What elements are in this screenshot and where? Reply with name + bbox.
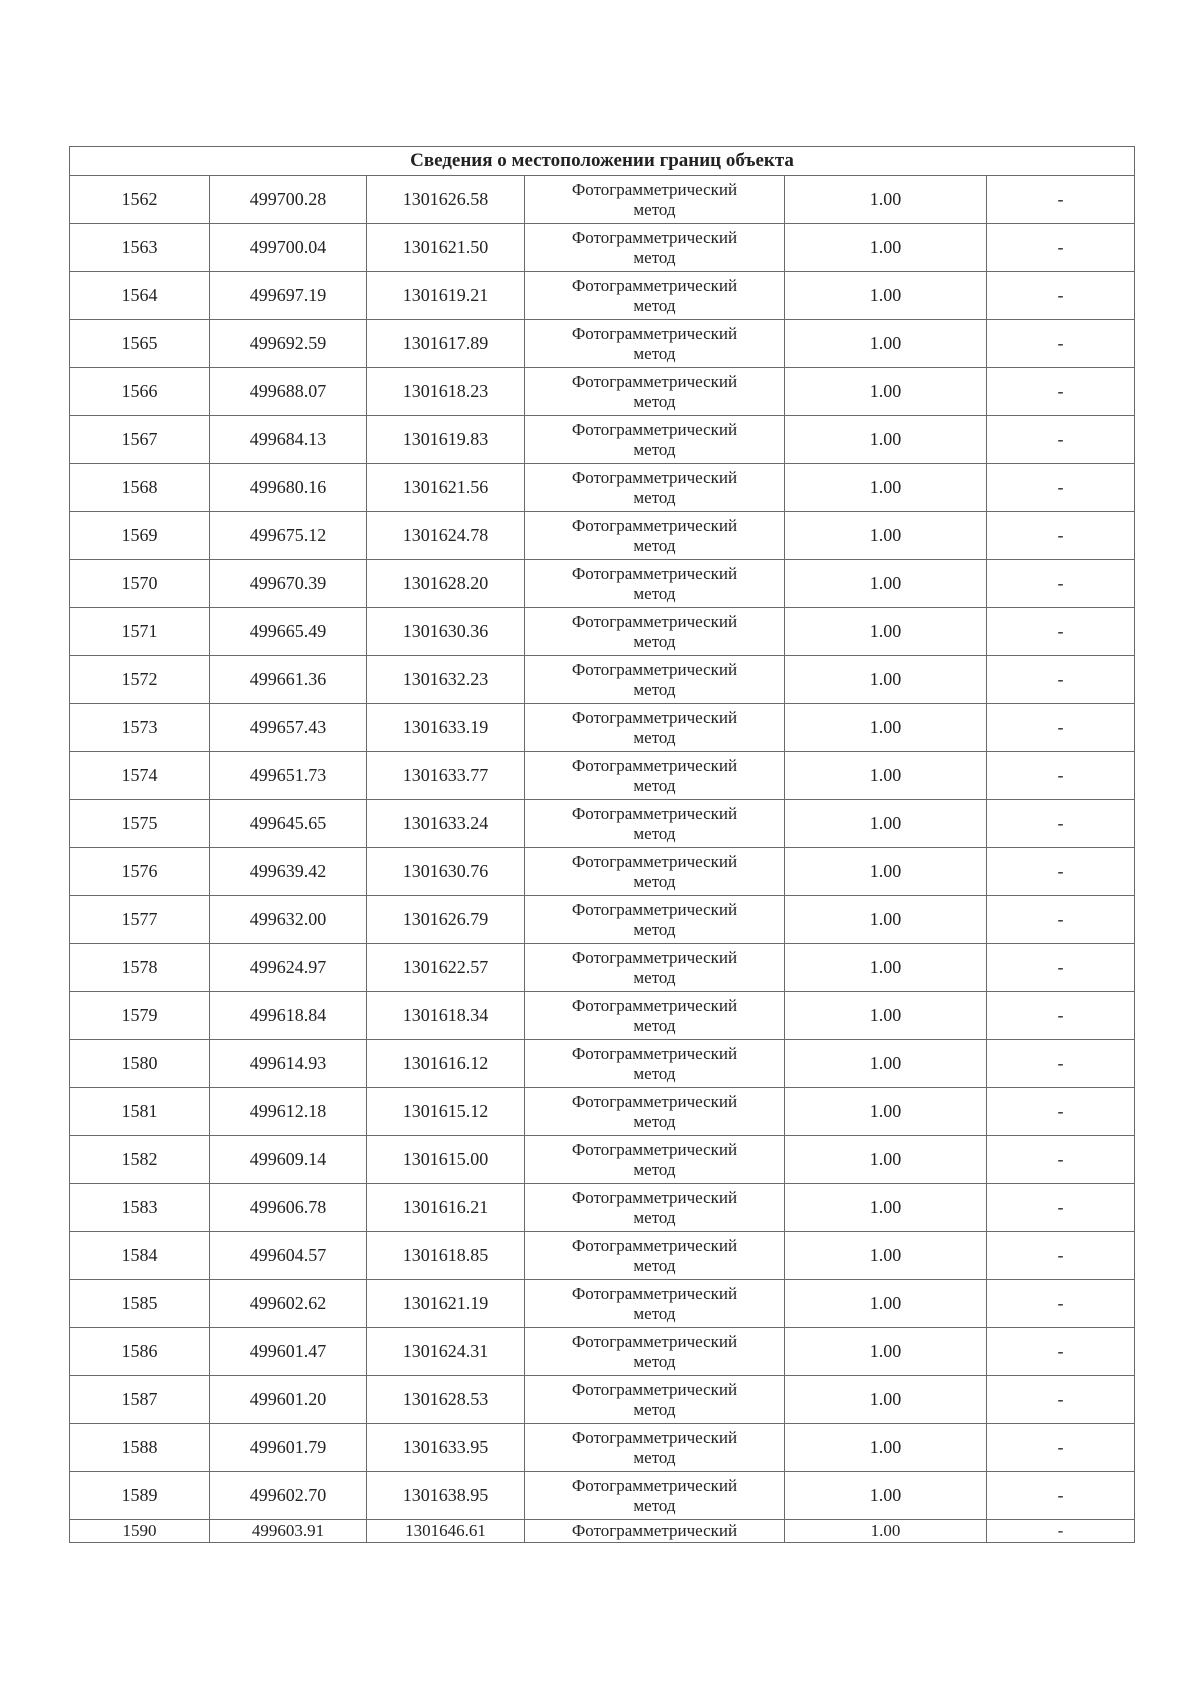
method-cell	[525, 1088, 785, 1136]
method-line: метод	[633, 919, 676, 939]
method-line: метод	[633, 823, 676, 843]
method-cell	[525, 416, 785, 464]
method-line: Фотограмметрический	[571, 515, 738, 535]
method-cell	[525, 608, 785, 656]
point-number-cell: 1584	[70, 1232, 210, 1280]
method-line: Фотограмметрический	[571, 755, 738, 775]
table-row	[70, 224, 1135, 272]
method-line: Фотограмметрический	[571, 1521, 738, 1540]
method-line: метод	[633, 391, 676, 411]
method-line: Фотограмметрический	[571, 995, 738, 1015]
method-line: Фотограмметрический	[571, 1475, 738, 1495]
note-cell: -	[987, 1376, 1135, 1424]
method-cell	[525, 800, 785, 848]
accuracy-cell: 1.00	[785, 896, 987, 944]
coord-y-cell: 1301618.34	[367, 992, 525, 1040]
coord-x-cell: 499603.91	[210, 1520, 367, 1543]
table-row	[70, 560, 1135, 608]
method-line: метод	[633, 871, 676, 891]
note-cell: -	[987, 512, 1135, 560]
method-cell	[525, 272, 785, 320]
point-number-cell: 1569	[70, 512, 210, 560]
method-cell	[525, 848, 785, 896]
coord-y-cell: 1301624.31	[367, 1328, 525, 1376]
accuracy-cell: 1.00	[785, 368, 987, 416]
method-line: Фотограмметрический	[571, 707, 738, 727]
coord-x-cell: 499618.84	[210, 992, 367, 1040]
method-cell	[525, 1424, 785, 1472]
note-cell: -	[987, 272, 1135, 320]
method-line: Фотограмметрический	[571, 1043, 738, 1063]
point-number-cell: 1565	[70, 320, 210, 368]
method-cell	[525, 1232, 785, 1280]
table-title: Сведения о местоположении границ объекта	[70, 147, 1135, 176]
coord-x-cell: 499697.19	[210, 272, 367, 320]
method-cell	[525, 1280, 785, 1328]
coord-y-cell: 1301628.53	[367, 1376, 525, 1424]
method-line: Фотограмметрический	[571, 851, 738, 871]
note-cell: -	[987, 1424, 1135, 1472]
coord-y-cell: 1301646.61	[367, 1520, 525, 1543]
table-row	[70, 272, 1135, 320]
method-line: метод	[633, 199, 676, 219]
boundary-table	[69, 146, 1135, 1543]
point-number-cell: 1581	[70, 1088, 210, 1136]
method-line: метод	[633, 967, 676, 987]
coord-x-cell: 499657.43	[210, 704, 367, 752]
method-line: метод	[633, 583, 676, 603]
coord-y-cell: 1301615.00	[367, 1136, 525, 1184]
point-number-cell: 1578	[70, 944, 210, 992]
accuracy-cell: 1.00	[785, 1424, 987, 1472]
table-row	[70, 1520, 1135, 1543]
coord-x-cell: 499680.16	[210, 464, 367, 512]
method-line: метод	[633, 1255, 676, 1275]
coord-x-cell: 499645.65	[210, 800, 367, 848]
table-row	[70, 1424, 1135, 1472]
method-line: Фотограмметрический	[571, 419, 738, 439]
accuracy-cell: 1.00	[785, 1520, 987, 1543]
coord-y-cell: 1301619.83	[367, 416, 525, 464]
point-number-cell: 1579	[70, 992, 210, 1040]
table-row	[70, 1040, 1135, 1088]
coord-x-cell: 499692.59	[210, 320, 367, 368]
accuracy-cell: 1.00	[785, 752, 987, 800]
table-row	[70, 608, 1135, 656]
coord-x-cell: 499606.78	[210, 1184, 367, 1232]
method-line: метод	[633, 343, 676, 363]
method-cell	[525, 320, 785, 368]
note-cell: -	[987, 800, 1135, 848]
method-cell	[525, 944, 785, 992]
note-cell: -	[987, 1040, 1135, 1088]
point-number-cell: 1572	[70, 656, 210, 704]
accuracy-cell: 1.00	[785, 272, 987, 320]
accuracy-cell: 1.00	[785, 512, 987, 560]
coord-x-cell: 499700.28	[210, 176, 367, 224]
table-row	[70, 464, 1135, 512]
note-cell: -	[987, 176, 1135, 224]
point-number-cell: 1582	[70, 1136, 210, 1184]
accuracy-cell: 1.00	[785, 416, 987, 464]
coord-x-cell: 499661.36	[210, 656, 367, 704]
coord-x-cell: 499651.73	[210, 752, 367, 800]
method-cell	[525, 368, 785, 416]
note-cell: -	[987, 1328, 1135, 1376]
accuracy-cell: 1.00	[785, 704, 987, 752]
point-number-cell: 1577	[70, 896, 210, 944]
table-row	[70, 416, 1135, 464]
method-line: Фотограмметрический	[571, 563, 738, 583]
method-line: Фотограмметрический	[571, 275, 738, 295]
accuracy-cell: 1.00	[785, 1040, 987, 1088]
table-row	[70, 704, 1135, 752]
accuracy-cell: 1.00	[785, 464, 987, 512]
accuracy-cell: 1.00	[785, 1136, 987, 1184]
coord-x-cell: 499601.79	[210, 1424, 367, 1472]
note-cell: -	[987, 560, 1135, 608]
point-number-cell: 1563	[70, 224, 210, 272]
method-cell	[525, 464, 785, 512]
coord-y-cell: 1301617.89	[367, 320, 525, 368]
note-cell: -	[987, 752, 1135, 800]
note-cell: -	[987, 656, 1135, 704]
method-line: метод	[633, 439, 676, 459]
method-line: метод	[633, 1111, 676, 1131]
method-cell	[525, 752, 785, 800]
coord-y-cell: 1301621.50	[367, 224, 525, 272]
coord-y-cell: 1301638.95	[367, 1472, 525, 1520]
note-cell: -	[987, 1136, 1135, 1184]
method-cell	[525, 1328, 785, 1376]
table-row	[70, 320, 1135, 368]
method-line: метод	[633, 727, 676, 747]
accuracy-cell: 1.00	[785, 224, 987, 272]
point-number-cell: 1589	[70, 1472, 210, 1520]
method-line: метод	[633, 1495, 676, 1515]
method-line: метод	[633, 1303, 676, 1323]
method-line: Фотограмметрический	[571, 1187, 738, 1207]
method-line: метод	[633, 1447, 676, 1467]
coord-y-cell: 1301633.77	[367, 752, 525, 800]
coord-y-cell: 1301626.58	[367, 176, 525, 224]
method-line: Фотограмметрический	[571, 1235, 738, 1255]
coord-y-cell: 1301633.24	[367, 800, 525, 848]
coord-x-cell: 499602.70	[210, 1472, 367, 1520]
method-line: Фотограмметрический	[571, 467, 738, 487]
method-cell	[525, 1520, 785, 1543]
method-cell	[525, 896, 785, 944]
coord-y-cell: 1301621.19	[367, 1280, 525, 1328]
coord-x-cell: 499609.14	[210, 1136, 367, 1184]
table-row	[70, 992, 1135, 1040]
table-row	[70, 176, 1135, 224]
point-number-cell: 1567	[70, 416, 210, 464]
method-cell	[525, 1472, 785, 1520]
method-line: Фотограмметрический	[571, 659, 738, 679]
table-row	[70, 752, 1135, 800]
method-line: метод	[633, 1207, 676, 1227]
coord-x-cell: 499601.20	[210, 1376, 367, 1424]
coord-y-cell: 1301628.20	[367, 560, 525, 608]
note-cell: -	[987, 1520, 1135, 1543]
coord-y-cell: 1301615.12	[367, 1088, 525, 1136]
method-line: метод	[633, 1399, 676, 1419]
point-number-cell: 1568	[70, 464, 210, 512]
note-cell: -	[987, 1280, 1135, 1328]
method-line: метод	[633, 1015, 676, 1035]
accuracy-cell: 1.00	[785, 656, 987, 704]
table-row	[70, 800, 1135, 848]
point-number-cell: 1571	[70, 608, 210, 656]
method-cell	[525, 560, 785, 608]
coord-x-cell: 499604.57	[210, 1232, 367, 1280]
note-cell: -	[987, 1088, 1135, 1136]
note-cell: -	[987, 896, 1135, 944]
table-row	[70, 1280, 1135, 1328]
method-line: Фотограмметрический	[571, 803, 738, 823]
point-number-cell: 1588	[70, 1424, 210, 1472]
method-cell	[525, 1040, 785, 1088]
coord-x-cell: 499601.47	[210, 1328, 367, 1376]
note-cell: -	[987, 368, 1135, 416]
coord-y-cell: 1301621.56	[367, 464, 525, 512]
coord-x-cell: 499700.04	[210, 224, 367, 272]
note-cell: -	[987, 416, 1135, 464]
accuracy-cell: 1.00	[785, 176, 987, 224]
coord-x-cell: 499684.13	[210, 416, 367, 464]
accuracy-cell: 1.00	[785, 560, 987, 608]
method-line: Фотограмметрический	[571, 371, 738, 391]
accuracy-cell: 1.00	[785, 1088, 987, 1136]
coord-y-cell: 1301616.12	[367, 1040, 525, 1088]
accuracy-cell: 1.00	[785, 992, 987, 1040]
coord-y-cell: 1301633.95	[367, 1424, 525, 1472]
table-body	[70, 147, 1135, 1543]
table-row	[70, 944, 1135, 992]
accuracy-cell: 1.00	[785, 800, 987, 848]
method-line: метод	[633, 487, 676, 507]
method-cell	[525, 1184, 785, 1232]
table-row	[70, 1376, 1135, 1424]
coord-y-cell: 1301618.23	[367, 368, 525, 416]
method-cell	[525, 656, 785, 704]
note-cell: -	[987, 1472, 1135, 1520]
coord-x-cell: 499632.00	[210, 896, 367, 944]
method-cell	[525, 1136, 785, 1184]
method-line: метод	[633, 679, 676, 699]
table-row	[70, 368, 1135, 416]
table-row	[70, 848, 1135, 896]
table-row	[70, 1472, 1135, 1520]
method-line: метод	[633, 535, 676, 555]
method-line: метод	[633, 295, 676, 315]
method-line: метод	[633, 1351, 676, 1371]
coord-y-cell: 1301622.57	[367, 944, 525, 992]
note-cell: -	[987, 608, 1135, 656]
method-line: Фотограмметрический	[571, 1331, 738, 1351]
note-cell: -	[987, 704, 1135, 752]
document-sheet	[69, 146, 1134, 1543]
coord-y-cell: 1301619.21	[367, 272, 525, 320]
coord-y-cell: 1301630.36	[367, 608, 525, 656]
table-row	[70, 512, 1135, 560]
method-line: Фотограмметрический	[571, 611, 738, 631]
accuracy-cell: 1.00	[785, 1376, 987, 1424]
method-cell	[525, 704, 785, 752]
coord-x-cell: 499688.07	[210, 368, 367, 416]
coord-x-cell: 499612.18	[210, 1088, 367, 1136]
coord-x-cell: 499675.12	[210, 512, 367, 560]
note-cell: -	[987, 1232, 1135, 1280]
point-number-cell: 1580	[70, 1040, 210, 1088]
method-cell	[525, 512, 785, 560]
method-line: метод	[633, 631, 676, 651]
point-number-cell: 1587	[70, 1376, 210, 1424]
note-cell: -	[987, 992, 1135, 1040]
method-line: Фотограмметрический	[571, 1283, 738, 1303]
point-number-cell: 1585	[70, 1280, 210, 1328]
method-line: Фотограмметрический	[571, 947, 738, 967]
accuracy-cell: 1.00	[785, 1328, 987, 1376]
note-cell: -	[987, 848, 1135, 896]
coord-y-cell: 1301626.79	[367, 896, 525, 944]
point-number-cell: 1575	[70, 800, 210, 848]
point-number-cell: 1573	[70, 704, 210, 752]
table-row	[70, 896, 1135, 944]
point-number-cell: 1570	[70, 560, 210, 608]
point-number-cell: 1564	[70, 272, 210, 320]
table-row	[70, 1136, 1135, 1184]
note-cell: -	[987, 224, 1135, 272]
method-line: Фотограмметрический	[571, 227, 738, 247]
coord-y-cell: 1301632.23	[367, 656, 525, 704]
point-number-cell: 1574	[70, 752, 210, 800]
method-cell	[525, 1376, 785, 1424]
coord-y-cell: 1301616.21	[367, 1184, 525, 1232]
coord-x-cell: 499639.42	[210, 848, 367, 896]
method-cell	[525, 176, 785, 224]
point-number-cell: 1586	[70, 1328, 210, 1376]
coord-y-cell: 1301618.85	[367, 1232, 525, 1280]
point-number-cell: 1590	[70, 1520, 210, 1543]
coord-x-cell: 499602.62	[210, 1280, 367, 1328]
coord-y-cell: 1301630.76	[367, 848, 525, 896]
accuracy-cell: 1.00	[785, 320, 987, 368]
method-cell	[525, 992, 785, 1040]
method-line: Фотограмметрический	[571, 179, 738, 199]
note-cell: -	[987, 1184, 1135, 1232]
method-line: Фотограмметрический	[571, 323, 738, 343]
point-number-cell: 1576	[70, 848, 210, 896]
accuracy-cell: 1.00	[785, 944, 987, 992]
accuracy-cell: 1.00	[785, 848, 987, 896]
method-line: метод	[633, 247, 676, 267]
accuracy-cell: 1.00	[785, 608, 987, 656]
point-number-cell: 1562	[70, 176, 210, 224]
method-line: Фотограмметрический	[571, 1139, 738, 1159]
note-cell: -	[987, 944, 1135, 992]
coord-x-cell: 499665.49	[210, 608, 367, 656]
coord-x-cell: 499614.93	[210, 1040, 367, 1088]
point-number-cell: 1566	[70, 368, 210, 416]
method-line: Фотограмметрический	[571, 1427, 738, 1447]
point-number-cell: 1583	[70, 1184, 210, 1232]
method-line: метод	[633, 1063, 676, 1083]
coord-y-cell: 1301624.78	[367, 512, 525, 560]
table-row	[70, 1088, 1135, 1136]
accuracy-cell: 1.00	[785, 1280, 987, 1328]
method-line: метод	[633, 1159, 676, 1179]
method-cell	[525, 224, 785, 272]
table-title-row	[70, 147, 1135, 176]
accuracy-cell: 1.00	[785, 1184, 987, 1232]
table-row	[70, 1328, 1135, 1376]
table-row	[70, 1184, 1135, 1232]
coord-y-cell: 1301633.19	[367, 704, 525, 752]
method-line: Фотограмметрический	[571, 1379, 738, 1399]
accuracy-cell: 1.00	[785, 1472, 987, 1520]
note-cell: -	[987, 464, 1135, 512]
coord-x-cell: 499624.97	[210, 944, 367, 992]
method-line: Фотограмметрический	[571, 899, 738, 919]
method-line: Фотограмметрический	[571, 1091, 738, 1111]
table-row	[70, 1232, 1135, 1280]
method-line: метод	[633, 775, 676, 795]
table-row	[70, 656, 1135, 704]
note-cell: -	[987, 320, 1135, 368]
accuracy-cell: 1.00	[785, 1232, 987, 1280]
coord-x-cell: 499670.39	[210, 560, 367, 608]
